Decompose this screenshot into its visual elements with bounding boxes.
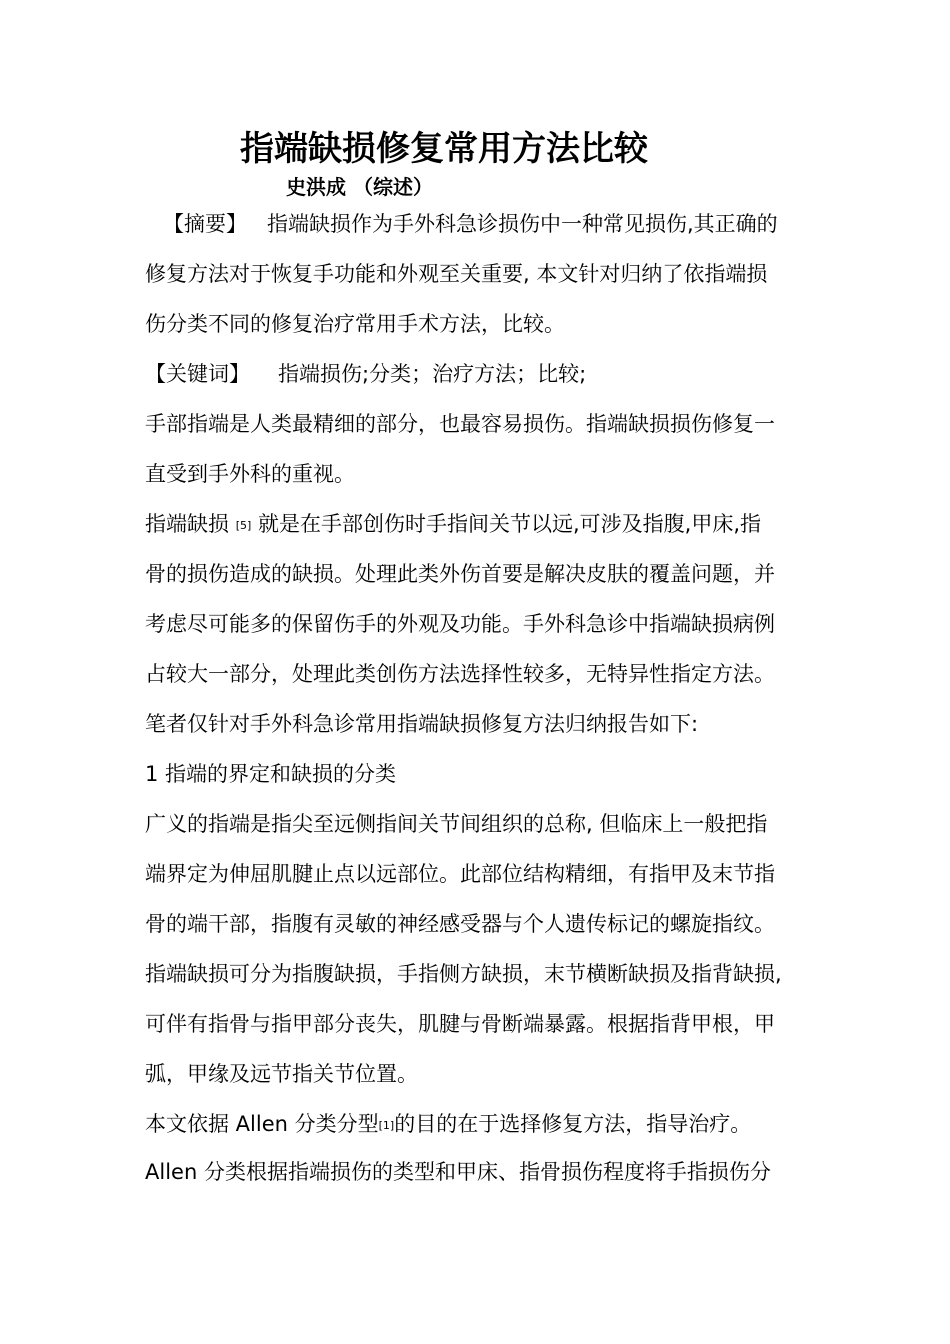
abstract-line: 修复方法对于恢复手功能和外观至关重要, 本文针对归纳了依指端损 [145, 262, 768, 286]
paragraph-line: 直受到手外科的重视。 [145, 462, 355, 486]
paragraph-line: Allen 分类根据指端损伤的类型和甲床、指骨损伤程度将手指损伤分 [145, 1160, 771, 1184]
paragraph-line: 端界定为伸屈肌腱止点以远部位。此部位结构精细，有指甲及末节指 [145, 862, 775, 886]
abstract-label: 【摘要】 [163, 212, 247, 236]
paragraph-line: 占较大一部分，处理此类创伤方法选择性较多，无特异性指定方法。 [145, 662, 775, 686]
citation-ref[interactable]: [5] [235, 519, 252, 532]
definition-text: 指端缺损 [145, 512, 229, 536]
paragraph-line: 考虑尽可能多的保留伤手的外观及功能。手外科急诊中指端缺损病例 [145, 612, 775, 636]
keywords-line [145, 359, 586, 389]
paragraph-line: 笔者仅针对手外科急诊常用指端缺损修复方法归纳报告如下: [145, 712, 699, 736]
paragraph-line: 广义的指端是指尖至远侧指间关节间组织的总称, 但临床上一般把指 [145, 812, 768, 836]
paragraph-line: 手部指端是人类最精细的部分，也最容易损伤。指端缺损损伤修复一 [145, 412, 775, 436]
paper-title: 指端缺损修复常用方法比较 [240, 129, 648, 169]
paragraph-line: 指端缺损可分为指腹缺损，手指侧方缺损，末节横断缺损及指背缺损, [145, 962, 782, 986]
paragraph-line: 骨的损伤造成的缺损。处理此类外伤首要是解决皮肤的覆盖问题，并 [145, 562, 775, 586]
paragraph-line: 骨的端干部，指腹有灵敏的神经感受器与个人遗传标记的螺旋指纹。 [145, 912, 775, 936]
keywords-text: 指端损伤;分类；治疗方法；比较; [278, 362, 587, 386]
abstract-line [163, 209, 778, 239]
allen-text: 本文依据 Allen 分类分型 [145, 1112, 379, 1136]
definition-text: 就是在手部创伤时手指间关节以远,可涉及指腹,甲床,指 [257, 512, 761, 536]
keywords-label: 【关键词】 [145, 362, 250, 386]
paragraph-line: 弧，甲缘及远节指关节位置。 [145, 1062, 418, 1086]
author-line: 史洪成 （综述） [286, 175, 433, 199]
allen-text: 的目的在于选择修复方法，指导治疗。 [394, 1112, 752, 1136]
paragraph-line [145, 509, 761, 541]
paragraph-line [145, 1109, 751, 1141]
citation-ref[interactable]: [1] [378, 1119, 395, 1132]
abstract-line: 伤分类不同的修复治疗常用手术方法，比较。 [145, 312, 565, 336]
paragraph-line: 可伴有指骨与指甲部分丧失，肌腱与骨断端暴露。根据指背甲根，甲 [145, 1012, 775, 1036]
section-heading: 1 指端的界定和缺损的分类 [145, 762, 397, 786]
abstract-text: 指端缺损作为手外科急诊损伤中一种常见损伤,其正确的 [267, 212, 778, 236]
